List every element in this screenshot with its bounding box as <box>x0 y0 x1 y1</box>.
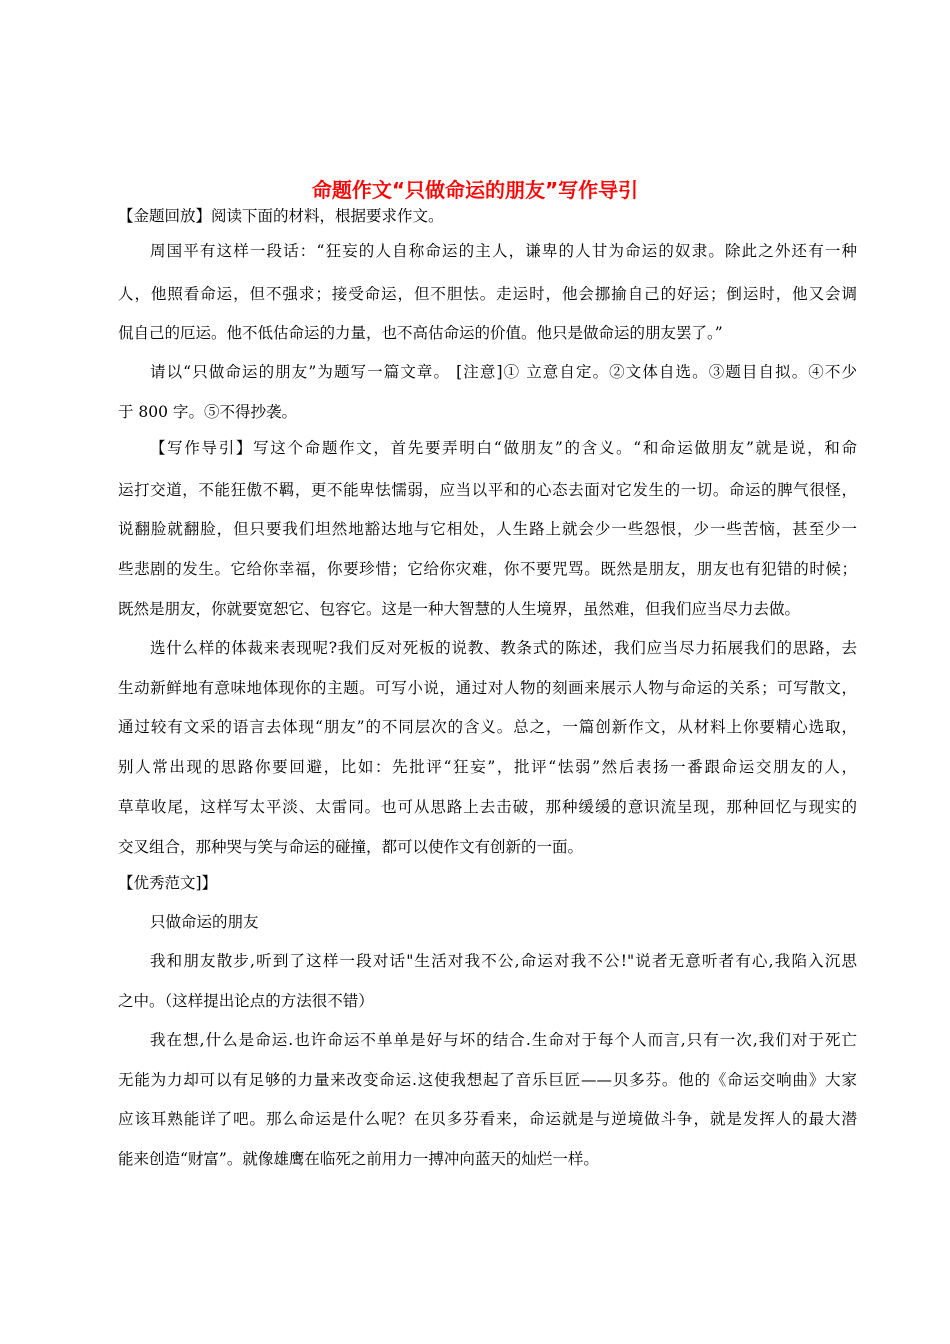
paragraph-line: 能来创造“财富”。就像雄鹰在临死之前用力一搏冲向蓝天的灿烂一样。 <box>118 1150 599 1168</box>
paragraph-line: 无能为力却可以有足够的力量来改变命运.这使我想起了音乐巨匠——贝多芬。他的《命运交响曲》大家 <box>118 1071 857 1089</box>
paragraph-line: 我在想,什么是命运.也许命运不单单是好与坏的结合.生命对于每个人而言,只有一次,我们对于死亡 <box>150 1031 857 1049</box>
paragraph-line: 说翻脸就翻脸，但只要我们坦然地豁达地与它相处，人生路上就会少一些怨恨，少一些苦恼，甚至少一 <box>118 520 857 538</box>
paragraph-line: 我和朋友散步,听到了这样一段对话"生活对我不公,命运对我不公!"说者无意听者有心,我陷入沉思 <box>150 952 857 970</box>
paragraph-line: 交叉组合，那种哭与笑与命运的碰撞，都可以使作文有创新的一面。 <box>118 838 584 856</box>
paragraph-line: 人，他照看命运，但不强求；接受命运，但不胆怯。走运时，他会挪揄自己的好运；倒运时，他又会调 <box>118 285 857 303</box>
paragraph-line: 生动新鲜地有意味地体现你的主题。可写小说，通过对人物的刻画来展示人物与命运的关系；可写散文， <box>118 679 857 697</box>
paragraph-line: 运打交道，不能狂傲不羁，更不能卑怯懦弱，应当以平和的心态去面对它发生的一切。命运的脾气很怪， <box>118 481 857 499</box>
paragraph-line: 草草收尾，这样写太平淡、太雷同。也可从思路上去击破，那种缓缓的意识流呈现，那种回忆与现实的 <box>118 798 857 816</box>
paragraph-line: 通过较有文采的语言去体现“朋友”的不同层次的含义。总之，一篇创新作文，从材料上你要精心选取， <box>118 718 857 736</box>
paragraph-line: 侃自己的厄运。他不低估命运的力量，也不高估命运的价值。他只是做命运的朋友罢了。” <box>118 324 723 342</box>
paragraph-line: 选什么样的体裁来表现呢?我们反对死板的说教、教条式的陈述，我们应当尽力拓展我们的思路，去 <box>150 639 857 657</box>
paragraph-line: 于 800 字。⑤不得抄袭。 <box>118 403 297 421</box>
paragraph-line: 些悲剧的发生。它给你幸福，你要珍惜；它给你灾难，你不要咒骂。既然是朋友，朋友也有犯错的时候； <box>118 560 857 578</box>
essay-title: 只做命运的朋友 <box>150 913 259 931</box>
document-title: 命题作文“只做命运的朋友”写作导引 <box>311 178 639 202</box>
paragraph-line: 【写作导引】写这个命题作文，首先要弄明白“做朋友”的含义。“和命运做朋友”就是说，和命 <box>150 439 857 457</box>
paragraph-line: 既然是朋友，你就要宽恕它、包容它。这是一种大智慧的人生境界，虽然难，但我们应当尽力去做。 <box>118 600 801 618</box>
paragraph-line: 周国平有这样一段话：“狂妄的人自称命运的主人，谦卑的人甘为命运的奴隶。除此之外还有一种 <box>150 242 857 260</box>
paragraph-line: 别人常出现的思路你要回避，比如：先批评“狂妄”，批评“怯弱”然后表扬一番跟命运交朋友的人， <box>118 758 857 776</box>
section-heading-excellent-essay: 【优秀范文]】 <box>118 874 218 892</box>
paragraph-line: 请以“只做命运的朋友”为题写一篇文章。 [注意]① 立意自定。②文体自选。③题目自拟。④不少 <box>150 363 857 381</box>
section-heading-golden-review: 【金题回放】阅读下面的材料，根据要求作文。 <box>118 207 444 225</box>
paragraph-line: 应该耳熟能详了吧。那么命运是什么呢？在贝多芬看来，命运就是与逆境做斗争，就是发挥人的最大潜 <box>118 1110 857 1128</box>
paragraph-line: 之中。（这样提出论点的方法很不错） <box>118 992 374 1010</box>
